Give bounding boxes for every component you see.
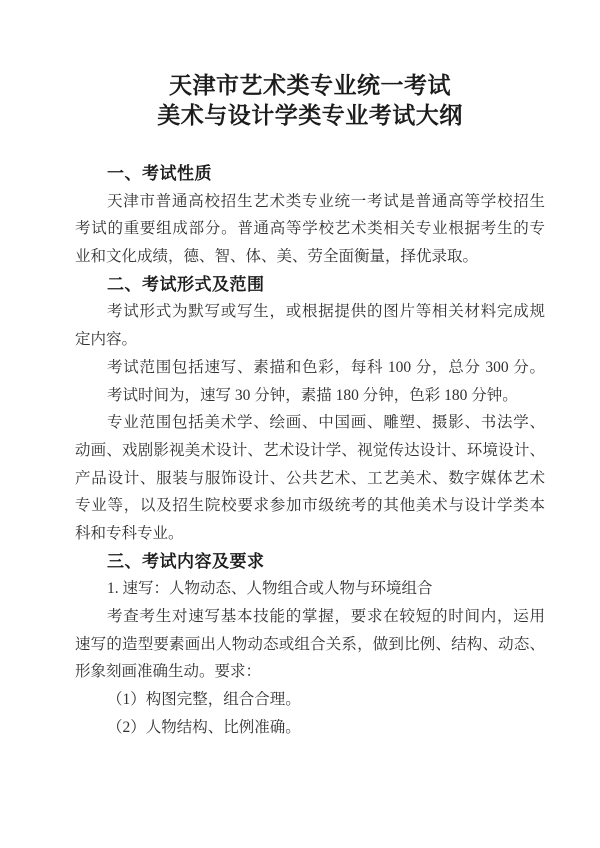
text-line: 产品设计、服装与服饰设计、公共艺术、工艺美术、数字媒体艺术 [75,469,545,487]
text-line: 专业范围包括美术学、绘画、中国画、雕塑、摄影、书法学、 [107,414,545,432]
text-line: 专业等，以及招生院校要求参加市级统考的其他美术与设计学类本 [75,497,545,515]
text-line: 考试时间为，速写 30 分钟，素描 180 分钟，色彩 180 分钟。 [107,386,518,404]
document-title [75,71,545,131]
text-line: 1. 速写：人物动态、人物组合或人物与环境组合 [107,580,433,598]
section-heading: 二、考试形式及范围 [107,274,265,294]
section-heading: 三、考试内容及要求 [107,551,265,571]
text-line: 动画、戏剧影视美术设计、艺术设计学、视觉传达设计、环境设计、 [75,441,545,459]
text-line: 考试范围包括速写、素描和色彩，每科 100 分，总分 300 分。 [107,358,545,376]
text-line: 考试形式为默写或写生，或根据提供的图片等相关材料完成规 [107,303,545,321]
text-line: 形象刻画准确生动。要求： [75,663,262,681]
text-line: 科和专科专业。 [75,524,184,542]
text-line: （2）人物结构、比例准确。 [107,718,301,736]
text-line: 速写的造型要素画出人物动态或组合关系，做到比例、结构、动态、 [75,635,545,653]
title-line-1: 天津市艺术类专业统一考试 [169,73,451,98]
text-line: 定内容。 [75,331,138,349]
text-line: 天津市普通高校招生艺术类专业统一考试是普通高等学校招生 [107,192,545,210]
document-body [75,160,545,741]
text-line: 考试的重要组成部分。普通高等学校艺术类相关专业根据考生的专 [75,220,545,238]
title-line-2: 美术与设计学类专业考试大纲 [157,103,463,128]
text-line: 考查考生对速写基本技能的掌握，要求在较短的时间内，运用 [107,608,545,625]
section-heading: 一、考试性质 [107,164,212,183]
text-line: （1）构图完整，组合合理。 [107,691,301,709]
text-line: 业和文化成绩，德、智、体、美、劳全面衡量，择优录取。 [75,248,479,266]
